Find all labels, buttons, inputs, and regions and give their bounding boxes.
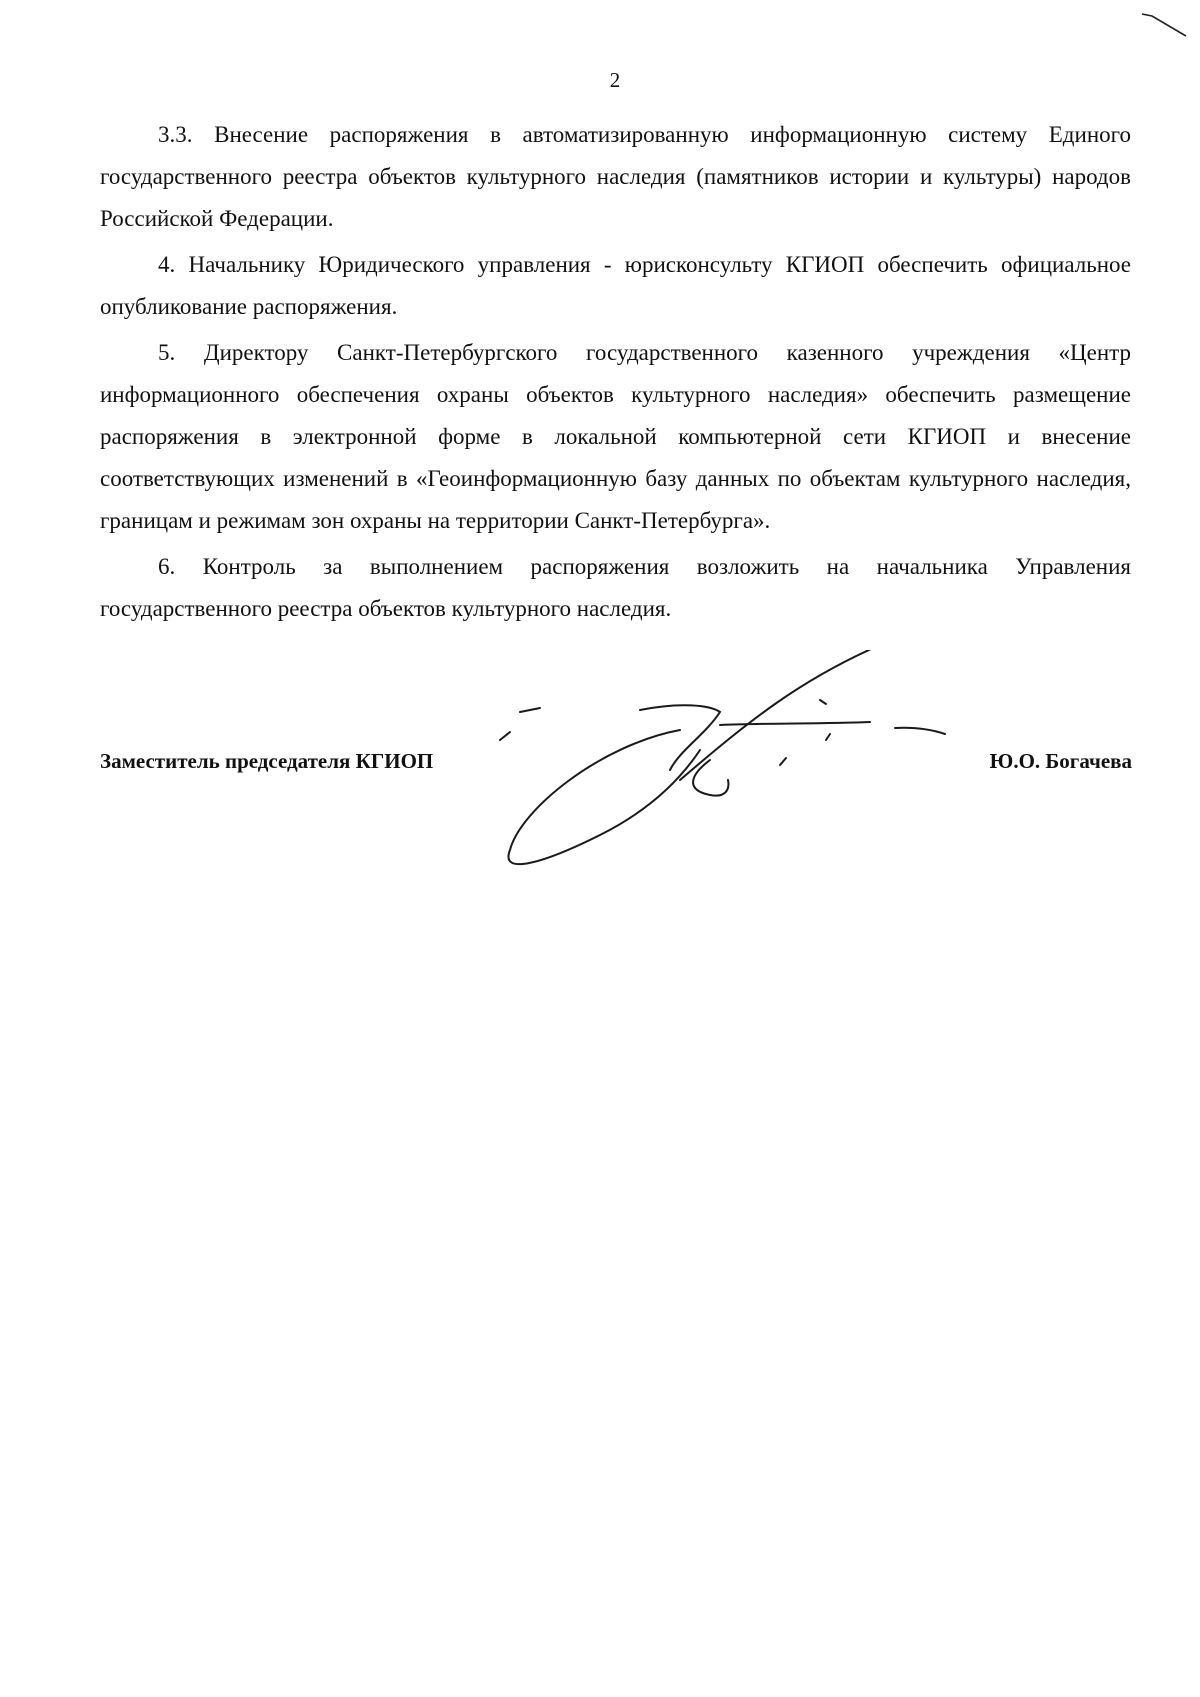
- signer-position: Заместитель председателя КГИОП: [100, 749, 434, 773]
- scan-mark: [1140, 10, 1190, 40]
- paragraph-4: 4. Начальнику Юридического управления - юрисконсульту КГИОП обеспечить официальное опубликование распоряжения.: [100, 252, 1131, 319]
- paragraph-3-3: 3.3. Внесение распоряжения в автоматизированную информационную систему Единого государственного реестра объектов культурного наследия (памятников истории и культуры) народов Российской Федерации.: [100, 122, 1131, 231]
- paragraph-6: 6. Контроль за выполнением распоряжения возложить на начальника Управления государственного реестра объектов культурного наследия.: [100, 554, 1131, 621]
- document-body: [100, 114, 1131, 634]
- handwritten-signature: [480, 650, 960, 880]
- signer-name: Ю.О. Богачева: [989, 749, 1132, 773]
- paragraph-5: 5. Директору Санкт-Петербургского государственного казенного учреждения «Центр информационного обеспечения охраны объектов культурного наследия» обеспечить размещение распоряжения в электронной форме в локальной компьютерной сети КГИОП и внесение соответствующих изменений в «Геоинформационную базу данных по объектам культурного наследия, границам и режимам зон охраны на территории Санкт-Петербурга».: [100, 340, 1131, 533]
- page-number: 2: [609, 68, 621, 92]
